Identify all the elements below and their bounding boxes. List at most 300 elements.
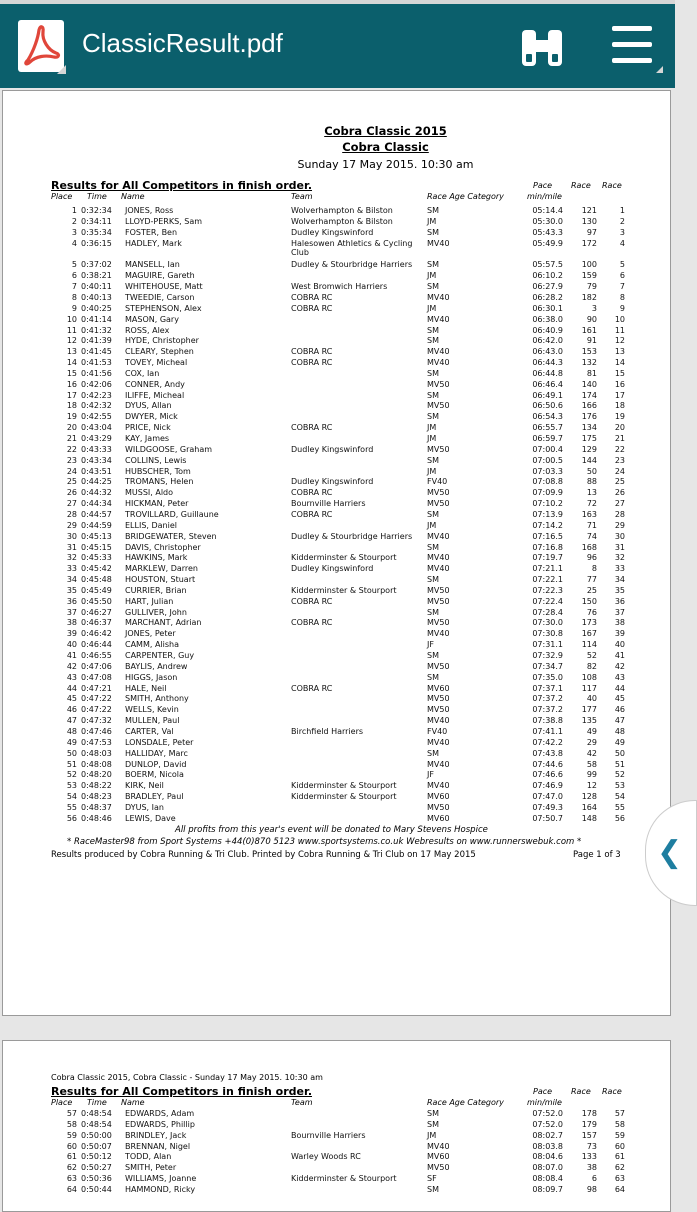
cell-category: MV60 [427,1152,450,1162]
cell-pace: 07:22.4 [532,596,563,606]
cell-name: WILLIAMS, Joanne [125,1174,197,1184]
cell-pace: 07:00.5 [532,455,563,465]
cell-name: BRENNAN, Nigel [125,1141,191,1151]
menu-icon[interactable] [612,26,652,74]
cell-position: 17 [614,390,625,400]
cell-team: Wolverhampton & Bilston [291,206,393,215]
cell-place: 48 [66,726,77,736]
section-heading-2: Results for All Competitors in finish order. [51,1085,313,1098]
cell-time: 0:45:15 [81,542,112,552]
cell-time: 0:44:57 [81,509,112,519]
cell-name: JONES, Ross [125,206,174,215]
cell-category: MV40 [427,531,450,541]
table-row [3,597,670,607]
cell-pace: 07:49.3 [532,802,563,812]
cell-position: 60 [614,1141,625,1151]
cell-race-number: 52 [586,651,597,660]
cell-category: SM [427,748,439,758]
cell-position: 12 [614,336,625,346]
cell-pace: 05:49.9 [532,238,563,248]
cell-time: 0:43:29 [81,434,112,443]
cell-pace: 07:30.0 [532,618,563,628]
cell-pace: 07:19.7 [532,553,563,563]
cell-position: 34 [614,575,625,585]
table-row [3,738,670,748]
cell-position: 20 [614,423,625,433]
cell-category: JM [427,520,437,530]
cell-category: SF [427,1174,437,1184]
chevron-left-icon[interactable]: ❮ [657,835,683,870]
cell-name: LEWIS, Dave [125,813,176,823]
cell-race-number: 72 [586,499,597,509]
cell-place: 1 [71,206,77,215]
cell-position: 13 [614,347,625,357]
cell-name: BRADLEY, Paul [125,792,184,802]
cell-place: 14 [66,358,77,368]
cell-race-number: 167 [581,629,597,639]
cell-pace: 05:43.3 [532,227,563,237]
col-team: Team [291,192,313,201]
table-row [3,380,670,390]
cell-place: 21 [66,434,77,443]
cell-category: SM [427,651,439,660]
cell-category: MV50 [427,802,450,812]
cell-position: 24 [614,466,625,476]
col-race-number: Race [571,181,591,190]
cell-name: HALLIDAY, Marc [125,748,188,758]
table-row [3,488,670,498]
cell-team: COBRA RC [291,347,333,357]
cell-place: 34 [66,575,77,585]
table-row [3,749,670,759]
cell-category: SM [427,390,439,400]
cell-position: 6 [619,271,625,281]
cell-category: MV50 [427,488,450,498]
cell-position: 61 [614,1152,625,1162]
cell-place: 25 [66,477,77,487]
cell-time: 0:41:14 [81,314,112,324]
pdf-page-2 [2,1040,671,1212]
cell-category: SM [427,227,439,237]
cell-place: 4 [71,238,77,248]
cell-team: COBRA RC [291,423,333,433]
col-pace: Pace [533,181,553,190]
col-category-2: Race Age Category [427,1098,504,1107]
cell-place: 37 [66,607,77,617]
cell-race-number: 140 [581,379,597,389]
cell-race-number: 8 [591,564,597,574]
cell-time: 0:43:33 [81,444,112,454]
cell-race-number: 49 [586,726,597,736]
cell-category: SM [427,1184,439,1194]
cell-time: 0:41:45 [81,347,112,357]
cell-name: HIGGS, Jason [125,672,178,682]
cell-team: Kidderminster & Stourport [291,781,397,791]
cell-time: 0:46:42 [81,629,112,639]
cell-name: JONES, Peter [125,629,176,639]
status-strip [0,0,675,4]
cell-race-number: 108 [581,672,597,682]
cell-name: COLLINS, Lewis [125,455,187,465]
cell-pace: 05:14.4 [532,206,563,215]
cell-place: 18 [66,401,77,411]
cell-category: MV60 [427,683,450,693]
cell-race-number: 172 [581,238,597,248]
cell-time: 0:38:21 [81,271,112,281]
cell-pace: 06:54.3 [532,412,563,422]
cell-position: 48 [614,726,625,736]
cell-team: Dudley & Stourbridge Harriers [291,531,413,541]
cell-race-number: 77 [586,575,597,585]
cell-name: BRINDLEY, Jack [125,1130,187,1140]
cell-category: SM [427,509,439,519]
cell-race-number: 29 [586,737,597,747]
cell-team: Warley Woods RC [291,1152,361,1162]
cell-place: 38 [66,618,77,628]
cell-team: Dudley Kingswinford [291,477,374,487]
cell-position: 27 [614,499,625,509]
cell-name: COX, Ian [125,368,160,378]
cell-category: MV50 [427,661,450,671]
cell-time: 0:48:20 [81,770,112,780]
pdf-icon [18,20,64,72]
cell-place: 55 [66,802,77,812]
table-row [3,445,670,455]
cell-place: 2 [71,216,77,226]
cell-pace: 06:43.0 [532,347,563,357]
table-row [3,532,670,542]
cell-position: 16 [614,379,625,389]
cell-position: 7 [619,282,625,292]
cell-name: BRIDGEWATER, Steven [125,531,217,541]
table-row [3,705,670,715]
cell-name: CURRIER, Brian [125,585,187,595]
cell-team: Bournville Harriers [291,499,366,509]
table-row [3,651,670,661]
cell-name: EDWARDS, Phillip [125,1119,195,1129]
table-row [3,326,670,336]
cell-place: 58 [66,1119,77,1129]
table-row [3,228,670,238]
cell-race-number: 133 [581,1152,597,1162]
cell-name: HUBSCHER, Tom [125,466,191,476]
cell-name: FOSTER, Ben [125,227,178,237]
cell-category: JM [427,216,437,226]
cell-name: CLEARY, Stephen [125,347,194,357]
cell-position: 56 [614,813,625,823]
cell-name: EDWARDS, Adam [125,1109,195,1118]
cell-place: 31 [66,542,77,552]
cell-place: 12 [66,336,77,346]
cell-team: Kidderminster & Stourport [291,1174,397,1184]
cell-place: 45 [66,694,77,704]
cell-time: 0:50:36 [81,1174,112,1184]
cell-pace: 06:27.9 [532,282,563,292]
table-row [3,271,670,281]
cell-category: MV50 [427,1163,450,1173]
cell-name: MAGUIRE, Gareth [125,271,195,281]
cell-time: 0:46:27 [81,607,112,617]
table-row [3,282,670,292]
table-row [3,434,670,444]
cell-pace: 06:38.0 [532,314,563,324]
cell-name: SMITH, Anthony [125,694,189,704]
table-row [3,543,670,553]
cell-race-number: 40 [586,694,597,704]
cell-place: 5 [71,260,77,270]
cell-time: 0:50:07 [81,1141,112,1151]
table-row [3,477,670,487]
cell-pace: 07:42.2 [532,737,563,747]
cell-pace: 07:41.1 [532,726,563,736]
cell-team: Dudley Kingswinford [291,564,374,574]
cell-place: 62 [66,1163,77,1173]
cell-time: 0:47:06 [81,661,112,671]
table-row [3,369,670,379]
cell-race-number: 99 [586,770,597,780]
cell-time: 0:32:34 [81,206,112,215]
cell-position: 58 [614,1119,625,1129]
cell-position: 31 [614,542,625,552]
cell-race-number: 98 [586,1184,597,1194]
cell-race-number: 135 [581,716,597,726]
cell-category: MV40 [427,1141,450,1151]
cell-name: TROVILLARD, Guillaune [125,509,219,519]
cell-pace: 07:46.6 [532,770,563,780]
cell-place: 49 [66,737,77,747]
cell-position: 47 [614,716,625,726]
table-row [3,608,670,618]
table-row [3,814,670,824]
cell-team: Dudley & Stourbridge Harriers [291,260,413,270]
cell-name: HAMMOND, Ricky [125,1184,196,1194]
cell-place: 32 [66,553,77,563]
cell-time: 0:42:23 [81,390,112,400]
table-row [3,304,670,314]
cell-name: KIRK, Neil [125,781,164,791]
table-row [3,629,670,639]
cell-time: 0:44:25 [81,477,112,487]
table-row [3,1185,670,1195]
col-race-number-2: Race [571,1087,591,1096]
cell-time: 0:50:12 [81,1152,112,1162]
cell-time: 0:50:00 [81,1130,112,1140]
table-row [3,640,670,650]
cell-category: MV40 [427,781,450,791]
cell-time: 0:47:53 [81,737,112,747]
search-binoculars-icon[interactable] [520,28,564,73]
cell-place: 63 [66,1174,77,1184]
cell-team: Wolverhampton & Bilston [291,216,393,226]
cell-time: 0:47:22 [81,694,112,704]
cell-position: 5 [619,260,625,270]
footer-charity: All profits from this year's event will be donated to Mary Stevens Hospice [175,825,488,835]
table-row [3,575,670,585]
cell-place: 28 [66,509,77,519]
cell-pace: 08:08.4 [532,1174,563,1184]
cell-time: 0:44:34 [81,499,112,509]
col-place-2: Place [51,1098,73,1107]
cell-time: 0:44:59 [81,520,112,530]
cell-pace: 07:35.0 [532,672,563,682]
cell-position: 40 [614,640,625,650]
col-name-2: Name [121,1098,145,1107]
table-row [3,347,670,357]
table-row [3,217,670,227]
cell-position: 22 [614,444,625,454]
cell-position: 43 [614,672,625,682]
cell-time: 0:46:55 [81,651,112,660]
cell-race-number: 58 [586,759,597,769]
cell-category: JM [427,271,437,281]
cell-team: Kidderminster & Stourport [291,585,397,595]
table-row [3,423,670,433]
cell-name: HART, Julian [125,596,174,606]
cell-race-number: 50 [586,466,597,476]
cell-place: 20 [66,423,77,433]
cell-time: 0:42:55 [81,412,112,422]
cell-name: HOUSTON, Stuart [125,575,196,585]
event-datetime: Sunday 17 May 2015. 10:30 am [297,158,474,171]
cell-category: JM [427,423,437,433]
cell-place: 19 [66,412,77,422]
table-row [3,1152,670,1162]
cell-category: JF [427,770,434,780]
cell-race-number: 178 [581,1109,597,1118]
cell-name: TROMANS, Helen [125,477,194,487]
cell-position: 41 [614,651,625,660]
cell-time: 0:48:37 [81,802,112,812]
table-row [3,391,670,401]
cell-place: 36 [66,596,77,606]
cell-race-number: 148 [581,813,597,823]
cell-time: 0:40:25 [81,303,112,313]
cell-race-number: 91 [586,336,597,346]
cell-pace: 06:55.7 [532,423,563,433]
cell-name: HICKMAN, Peter [125,499,189,509]
cell-place: 60 [66,1141,77,1151]
table-row [3,260,670,270]
cell-race-number: 161 [581,325,597,335]
cell-name: DYUS, Allan [125,401,172,411]
cell-team: Kidderminster & Stourport [291,792,397,802]
cell-category: SM [427,336,439,346]
cell-place: 33 [66,564,77,574]
cell-race-number: 176 [581,412,597,422]
cell-race-number: 134 [581,423,597,433]
cell-place: 8 [71,292,77,302]
cell-pace: 07:08.8 [532,477,563,487]
cell-pace: 07:03.3 [532,466,563,476]
cell-name: HALE, Neil [125,683,167,693]
cell-position: 53 [614,781,625,791]
cell-position: 19 [614,412,625,422]
cell-name: HAWKINS, Mark [125,553,188,563]
cell-time: 0:46:37 [81,618,112,628]
cell-pace: 07:22.3 [532,585,563,595]
cell-time: 0:45:50 [81,596,112,606]
cell-pace: 07:50.7 [532,813,563,823]
cell-place: 40 [66,640,77,650]
cell-position: 14 [614,358,625,368]
cell-race-number: 163 [581,509,597,519]
cell-race-number: 121 [581,206,597,215]
cell-name: MARCHANT, Adrian [125,618,202,628]
cell-team: COBRA RC [291,292,333,302]
cell-category: FV40 [427,477,448,487]
cell-position: 39 [614,629,625,639]
cell-category: MV40 [427,716,450,726]
cell-position: 55 [614,802,625,812]
cell-category: SM [427,542,439,552]
cell-race-number: 90 [586,314,597,324]
cell-team: Dudley Kingswinford [291,227,374,237]
cell-pace: 07:32.9 [532,651,563,660]
cell-time: 0:45:33 [81,553,112,563]
table-row [3,521,670,531]
cell-pace: 06:44.3 [532,358,563,368]
cell-time: 0:43:34 [81,455,112,465]
cell-name: KAY, James [125,434,170,443]
cell-position: 59 [614,1130,625,1140]
cell-category: SM [427,368,439,378]
cell-position: 63 [614,1174,625,1184]
cell-position: 42 [614,661,625,671]
table-row [3,662,670,672]
cell-position: 28 [614,509,625,519]
footer-software: * RaceMaster98 from Sport Systems +44(0)870 5123 www.sportsystems.co.uk Webresults on www.runnerswebuk.com * [67,837,582,847]
cell-category: MV50 [427,401,450,411]
cell-category: MV50 [427,444,450,454]
col-category: Race Age Category [427,192,504,201]
cell-category: FV40 [427,726,448,736]
cell-position: 29 [614,520,625,530]
cell-category: MV40 [427,759,450,769]
cell-pace: 07:37.2 [532,705,563,715]
cell-pace: 07:47.0 [532,792,563,802]
col-time: Time [87,192,107,201]
cell-category: MV40 [427,553,450,563]
cell-pace: 07:46.9 [532,781,563,791]
col-pace-unit: min/mile [527,192,562,201]
cell-pace: 06:44.8 [532,368,563,378]
cell-race-number: 96 [586,553,597,563]
table-row [3,412,670,422]
cell-pace: 07:09.9 [532,488,563,498]
cell-time: 0:48:54 [81,1109,112,1118]
cell-pace: 07:00.4 [532,444,563,454]
cell-name: HYDE, Christopher [125,336,199,346]
cell-race-number: 179 [581,1119,597,1129]
cell-position: 25 [614,477,625,487]
cell-position: 44 [614,683,625,693]
cell-time: 0:45:13 [81,531,112,541]
cell-team: COBRA RC [291,509,333,519]
cell-category: SM [427,1109,439,1118]
cell-race-number: 114 [581,640,597,650]
cell-team: Halesowen Athletics & Cycling [291,238,413,248]
cell-time: 0:41:53 [81,358,112,368]
section-heading: Results for All Competitors in finish order. [51,179,313,192]
cell-place: 24 [66,466,77,476]
cell-pace: 06:42.0 [532,336,563,346]
cell-place: 52 [66,770,77,780]
cell-position: 8 [619,292,625,302]
cell-place: 16 [66,379,77,389]
cell-race-number: 168 [581,542,597,552]
cell-category: MV40 [427,629,450,639]
table-row [3,1109,670,1119]
